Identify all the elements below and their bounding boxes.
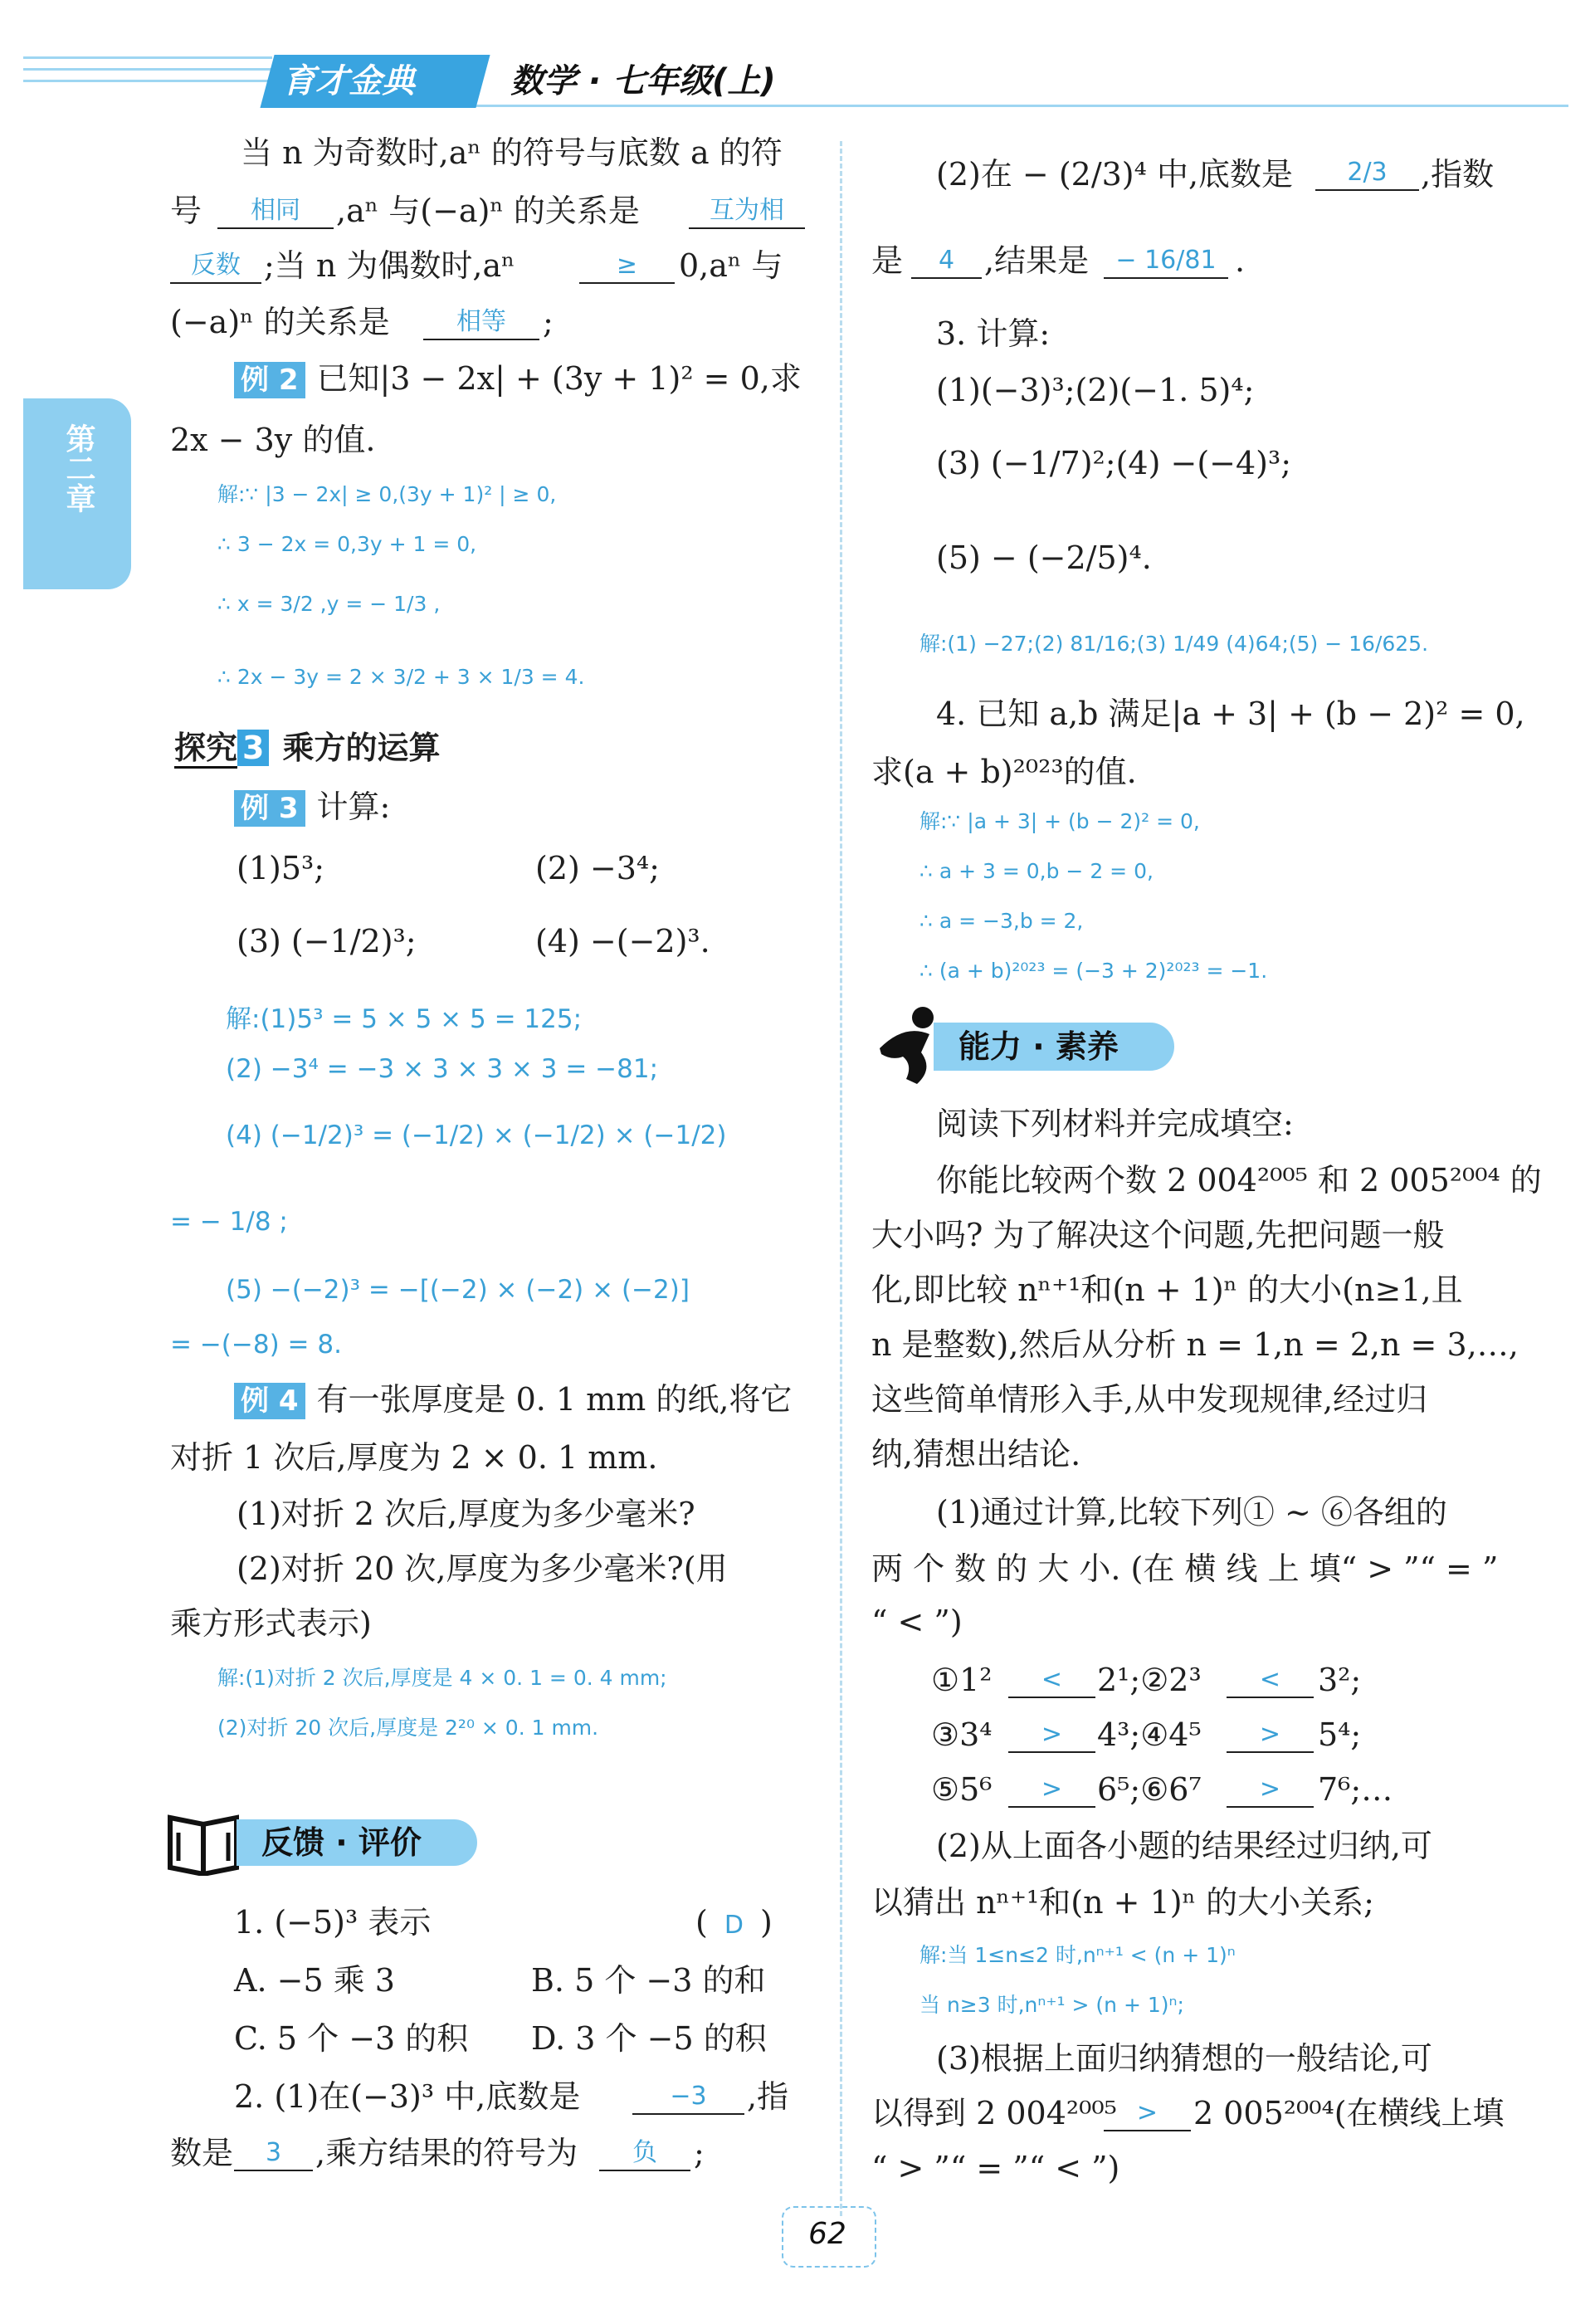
cmp-1-answer-a: < xyxy=(1008,1663,1095,1698)
q3-line3: (5) − (−2/5)⁴. xyxy=(936,540,1152,576)
probe-label: 探究 xyxy=(174,730,237,769)
ex3-question: 计算: xyxy=(316,788,391,825)
cmp-2-right: 5⁴; xyxy=(1318,1716,1362,1753)
cmp-2-left: ③3⁴ xyxy=(931,1716,993,1753)
ex4-q1: 有一张厚度是 0. 1 mm 的纸,将它 xyxy=(316,1381,793,1418)
r-line-3: 大小吗? 为了解决这个问题,先把问题一般 xyxy=(871,1217,1445,1253)
q3-title: 3. 计算: xyxy=(936,315,1051,352)
r-line-9: 两 个 数 的 大 小. (在 横 线 上 填“ > ”“ = ” xyxy=(871,1550,1499,1587)
ex2-sol-1: 解:∵ |3 − 2x| ≥ 0,(3y + 1)² | ≥ 0, xyxy=(217,482,557,506)
ex4-tag: 例 4 xyxy=(234,1383,305,1419)
ex4-line2: 对折 1 次后,厚度为 2 × 0. 1 mm. xyxy=(170,1439,658,1476)
p1-answer-2: 互为相 xyxy=(689,194,805,229)
q3-line1: (1)(−3)³;(2)(−1. 5)⁴; xyxy=(936,372,1255,408)
r-line-8: (1)通过计算,比较下列① ~ ⑥各组的 xyxy=(936,1494,1447,1531)
p2-line2: 以猜出 nⁿ⁺¹和(n + 1)ⁿ 的大小关系; xyxy=(871,1884,1374,1921)
ex3-sol-6: = −(−8) = 8. xyxy=(170,1330,342,1360)
p1-line4: (−a)ⁿ 的关系是 xyxy=(170,304,390,340)
q1-text: 1. (−5)³ 表示 xyxy=(234,1904,432,1941)
q1-answer: D xyxy=(724,1911,744,1940)
header-rule-bot xyxy=(23,80,272,82)
ex3-sol-5: (5) −(−2)³ = −[(−2) × (−2) × (−2)] xyxy=(226,1275,690,1305)
q2-answer-2: 3 xyxy=(234,2136,313,2171)
q2-line2: 数是 xyxy=(170,2135,234,2171)
ex2-sol-4: ∴ 2x − 3y = 2 × 3/2 + 3 × 1/3 = 4. xyxy=(217,665,585,689)
p3-line1: (3)根据上面归纳猜想的一般结论,可 xyxy=(936,2040,1432,2077)
q2-line1b: ,指 xyxy=(747,2078,789,2115)
cmp-3-answer-b: > xyxy=(1227,1773,1314,1808)
header-brand-text: 育才金典 xyxy=(282,62,415,100)
p1-line3: ;当 n 为偶数时,aⁿ xyxy=(264,247,515,284)
p2-line1: (2)从上面各小题的结果经过归纳,可 xyxy=(936,1828,1432,1864)
q2b-line1: (2)在 − (2/3)⁴ 中,底数是 xyxy=(936,156,1294,193)
p1-answer-1: 相同 xyxy=(217,194,334,229)
header-rule-long xyxy=(448,105,1568,107)
cmp-3-right: 7⁶;… xyxy=(1318,1771,1393,1808)
p1-line2-b: ,aⁿ 与(−a)ⁿ 的关系是 xyxy=(336,193,640,229)
ex3-tag: 例 3 xyxy=(234,790,305,827)
q1-option-b: B. 5 个 −3 的和 xyxy=(531,1962,766,1999)
cmp-1-answer-b: < xyxy=(1227,1663,1314,1698)
p1-line3b: 0,aⁿ 与 xyxy=(679,247,783,284)
ex3-item-4: (4) −(−2)³. xyxy=(535,923,710,959)
q2-line1: 2. (1)在(−3)³ 中,底数是 xyxy=(234,2078,581,2115)
r-line-6: 这些简单情形入手,从中发现规律,经过归 xyxy=(871,1381,1428,1418)
book-icon xyxy=(166,1809,241,1876)
ex3-sol-3: (4) (−1/2)³ = (−1/2) × (−1/2) × (−1/2) xyxy=(226,1120,727,1150)
p2-sol-1: 解:当 1≤n≤2 时,nⁿ⁺¹ < (n + 1)ⁿ xyxy=(919,1943,1236,1967)
page-number: 62 xyxy=(808,2217,846,2251)
ex3-sol-1: 解:(1)5³ = 5 × 5 × 5 = 125; xyxy=(226,1004,583,1034)
p3-answer: > xyxy=(1104,2097,1191,2131)
ability-heading: 能力 · 素养 xyxy=(934,1023,1174,1071)
q4-line1: 4. 已知 a,b 满足|a + 3| + (b − 2)² = 0, xyxy=(936,696,1525,732)
p3-line2a: 以得到 2 004²⁰⁰⁵ xyxy=(871,2095,1117,2131)
ex4-line4: (2)对折 20 次,厚度为多少毫米?(用 xyxy=(237,1550,728,1587)
ex3-item-3: (3) (−1/2)³; xyxy=(237,923,417,959)
header-rule-mid xyxy=(23,68,272,71)
ex4-sol-1: 解:(1)对折 2 次后,厚度是 4 × 0. 1 = 0. 4 mm; xyxy=(217,1666,667,1690)
p1-answer-2b: 反数 xyxy=(170,249,261,284)
q4-sol-4: ∴ (a + b)²⁰²³ = (−3 + 2)²⁰²³ = −1. xyxy=(919,959,1268,983)
ex4-line3: (1)对折 2 次后,厚度为多少毫米? xyxy=(237,1496,695,1532)
probe-title: 乘方的运算 xyxy=(282,730,441,766)
p1-line1: 当 n 为奇数时,aⁿ 的符号与底数 a 的符 xyxy=(241,134,783,171)
r-line-1: 阅读下列材料并完成填空: xyxy=(936,1106,1294,1142)
cmp-1-right: 3²; xyxy=(1318,1662,1362,1698)
q1-option-c: C. 5 个 −3 的积 xyxy=(234,2020,469,2057)
chapter-side-tab-label: 第二章 xyxy=(61,423,95,513)
p1-line4b: ; xyxy=(543,304,554,340)
p1-line2-a: 号 xyxy=(170,193,202,229)
q2-line2b: ,乘方结果的符号为 xyxy=(315,2135,578,2171)
cmp-2-mid: 4³;④4⁵ xyxy=(1097,1716,1202,1753)
q1-paren: ( D ) xyxy=(695,1904,773,1941)
p3-line2b: 2 005²⁰⁰⁴(在横线上填 xyxy=(1193,2095,1505,2131)
q2-line2c: ; xyxy=(694,2135,705,2171)
ex4-sol-2: (2)对折 20 次后,厚度是 2²⁰ × 0. 1 mm. xyxy=(217,1716,599,1740)
p1-answer-3: ≥ xyxy=(579,249,675,284)
ex3-line xyxy=(234,787,390,827)
q3-line2: (3) (−1/7)²;(4) −(−4)³; xyxy=(936,445,1292,481)
ex2-tag: 例 2 xyxy=(234,362,305,398)
ex4-line1 xyxy=(234,1379,792,1419)
r-line-2: 你能比较两个数 2 004²⁰⁰⁵ 和 2 005²⁰⁰⁴ 的 xyxy=(936,1162,1542,1199)
cmp-3-mid: 6⁵;⑥6⁷ xyxy=(1097,1771,1202,1808)
ex2-line2: 2x − 3y 的值. xyxy=(170,422,376,458)
ex3-sol-2: (2) −3⁴ = −3 × 3 × 3 × 3 = −81; xyxy=(226,1054,659,1084)
cmp-2-answer-a: > xyxy=(1008,1718,1095,1753)
p2-sol-2: 当 n≥3 时,nⁿ⁺¹ > (n + 1)ⁿ; xyxy=(919,1993,1184,2017)
cmp-3-answer-a: > xyxy=(1008,1773,1095,1808)
cmp-1-left: ①1² xyxy=(931,1662,993,1698)
cmp-3-left: ⑤5⁶ xyxy=(931,1771,993,1808)
r-line-4: 化,即比较 nⁿ⁺¹和(n + 1)ⁿ 的大小(n≥1,且 xyxy=(871,1272,1463,1308)
q2b-line2b: ,结果是 xyxy=(984,242,1090,279)
r-line-5: n 是整数),然后从分析 n = 1,n = 2,n = 3,…, xyxy=(871,1326,1519,1363)
probe-number: 3 xyxy=(237,730,269,766)
ex3-item-2: (2) −3⁴; xyxy=(535,850,660,886)
q2b-line2: 是 xyxy=(871,242,904,279)
q4-line2: 求(a + b)²⁰²³的值. xyxy=(871,754,1137,790)
q1-option-d: D. 3 个 −5 的积 xyxy=(531,2020,767,2057)
q2b-answer-1: 2/3 xyxy=(1315,156,1419,191)
ex2-sol-3: ∴ x = 3/2 ,y = − 1/3 , xyxy=(217,592,441,616)
ex4-line5: 乘方形式表示) xyxy=(170,1605,372,1642)
q2b-line2c: . xyxy=(1235,242,1246,279)
q2b-line1b: ,指数 xyxy=(1421,156,1495,193)
ex2-line1 xyxy=(234,359,802,398)
p3-line3: “ > ”“ = ”“ < ”) xyxy=(871,2150,1120,2186)
p1-answer-4: 相等 xyxy=(423,305,539,340)
ex3-sol-4: = − 1/8 ; xyxy=(170,1207,288,1237)
ex3-item-1: (1)5³; xyxy=(237,850,325,886)
q2b-answer-3: − 16/81 xyxy=(1104,244,1228,279)
r-line-7: 纳,猜想出结论. xyxy=(871,1436,1081,1472)
ex2-q1: 已知|3 − 2x| + (3y + 1)² = 0,求 xyxy=(316,360,802,397)
q2-answer-3: 负 xyxy=(599,2136,690,2171)
header-subject: 数学 · 七年级(上) xyxy=(510,62,776,100)
q4-sol-2: ∴ a + 3 = 0,b − 2 = 0, xyxy=(919,859,1154,883)
q2-answer-1: −3 xyxy=(632,2080,744,2115)
feedback-heading: 反馈 · 评价 xyxy=(237,1819,477,1866)
probe-heading xyxy=(174,722,440,768)
q4-sol-1: 解:∵ |a + 3| + (b − 2)² = 0, xyxy=(919,809,1200,833)
header-rule-top xyxy=(23,56,272,59)
r-line-10: “ < ”) xyxy=(871,1604,963,1640)
cmp-1-mid: 2¹;②2³ xyxy=(1097,1662,1202,1698)
ex2-sol-2: ∴ 3 − 2x = 0,3y + 1 = 0, xyxy=(217,532,477,556)
column-divider xyxy=(840,141,842,2216)
q3-solution: 解:(1) −27;(2) 81/16;(3) 1/49 (4)64;(5) − 16/625. xyxy=(919,632,1429,656)
q4-sol-3: ∴ a = −3,b = 2, xyxy=(919,909,1084,933)
q1-option-a: A. −5 乘 3 xyxy=(234,1962,395,1999)
q2b-answer-2: 4 xyxy=(911,244,982,279)
cmp-2-answer-b: > xyxy=(1227,1718,1314,1753)
